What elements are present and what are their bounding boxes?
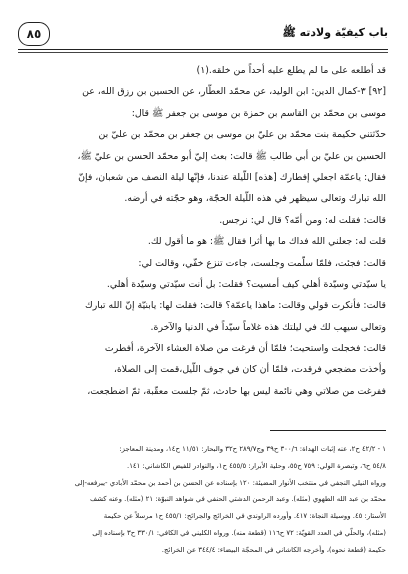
running-header [18,22,388,46]
footnotes [26,441,386,559]
footnote-line: الأستار: ٤٥. ووسيلة النجاة: ٤١٧. وأورده الراوندي في الخرائج والجرائح: ٤٥٥/١ ح١ مرسلاً عن حكيمة [103,512,386,521]
footnote-divider [270,430,386,431]
text-line: الله تبارك وتعالى سيظهر في هذه اللّيلة الحجّة، وهو حجّته في أرضه. [124,193,386,205]
main-text [26,60,386,402]
text-line: فقال: ياعمّة اجعلي إفطارك [هذه] اللّيلة عندنا، فإنّها ليلة النصف من شعبان، فإنّ [78,171,386,183]
text-line: قد أطلعه على ما لم يطلع عليه أحداً من خلقه.(١) [196,65,386,76]
footnote-line: ٥٤/٨ ح٦، وتبصرة الولي: ٧٥٩ ح٥٥، وحلية الأبرار: ٤٥٥/٥ ح١، والنوادر للفيض الكاشاني: ١٤١. [126,461,386,470]
text-line: قالت: فجئت، فلمّا سلّمت وجلست، جاءت تنزع خفّي، وقالت لي: [138,257,386,269]
chapter-title: باب كيفيّة ولادته ﷺ [282,26,388,39]
text-line: ففرغت من صلاتي وهي نائمة ليس بها حادث، ثمّ جلست معقّبة، ثمّ اضطجعت، [87,385,386,397]
text-line: الحسين بن عليّ بن أبي طالب ﷺ قالت: بعث إليّ أبو محمّد الحسن بن عليّ ﷺ، [77,150,386,162]
text-line: حدّثتني حكيمة بنت محمّد بن عليّ بن موسى بن جعفر بن محمّد بن عليّ بن [98,129,386,141]
text-line: قلت له: جعلني الله فداك ما بها أثرا فقال ﷺ: هو ما أقول لك. [147,236,386,248]
footnote-line: ١ - ٤٢/٢ ح٢، عنه إثبات الهداة: ٣٠٠/٦ ح٣٩ وج٢٨٩/٧ ح٣٢ والبحار: ١١/٥١ ح١٤، ومدينة المعاجز: [119,445,386,453]
text-line: قالت: فخجلت واستحيت؛ فلمّا أن فرغت من صلاة العشاء الآخرة، أفطرت [104,343,386,355]
footnote-line: ورواه النيلي النجفي في منتخب الأنوار المضيئة: ١٢٠ بإسناده عن الحسن بن أحمد بن محمّد الأبادي -يبرفعه-إلى [74,478,386,487]
text-line: قالت: فقلت له: ومن أمّه؟ قال لي: نرجس. [219,214,386,226]
footnote-line: حكيمة (قطعة نحوه)، وأخرجه الكاشاني في المحجّة البيضاء: ٣٤٤/٤ عن الخرائج. [161,545,386,554]
text-line: يا سيّدتي وسيّدة أهلي كيف أمسيت؟ فقلت: بل أنت سيّدتي وسيّدة أهلي. [106,278,386,290]
text-line: وأخذت مضجعي فرقدت، فلمّا أن كان في جوف اللّيل،قمت إلى الصلاة، [113,364,386,376]
footnote-line: محمّد بن عبد الله الطهوي (مثله). وعبد الرحمن الدشتي الحنفي في شواهد النبوّة: ٢١ (مثله). وعنه كشف [90,495,386,504]
text-line: [٩٢] ٣-كمال الدين: ابن الوليد، عن محمّد العطّار، عن الحسين بن رزق الله، عن [82,86,386,98]
text-line: موسى بن محمّد بن القاسم بن حمزة بن موسى بن جعفر ﷺ قال: [131,107,386,119]
header-divider-thin [18,52,388,53]
footnote-line: (مثله)، والحلّي في العدد القويّة: ٧٢ ح١١٦ (قطعة منه). ورواه الكليني في الكافي: ٣٣٠/١ ح٣ بإسناده إلى [92,528,386,537]
text-line: وتعالى سيهب لك في ليلتك هذه غلاماً سيّداً في الدنيا والآخرة. [150,321,386,333]
page-number: ٨٥ [18,22,50,46]
header-divider [18,49,388,50]
text-line: قالت: فأنكرت قولي وقالت: ماهذا ياعمّة؟ قالت: فقلت لها: يابنيّة إنّ الله تبارك [84,300,386,312]
